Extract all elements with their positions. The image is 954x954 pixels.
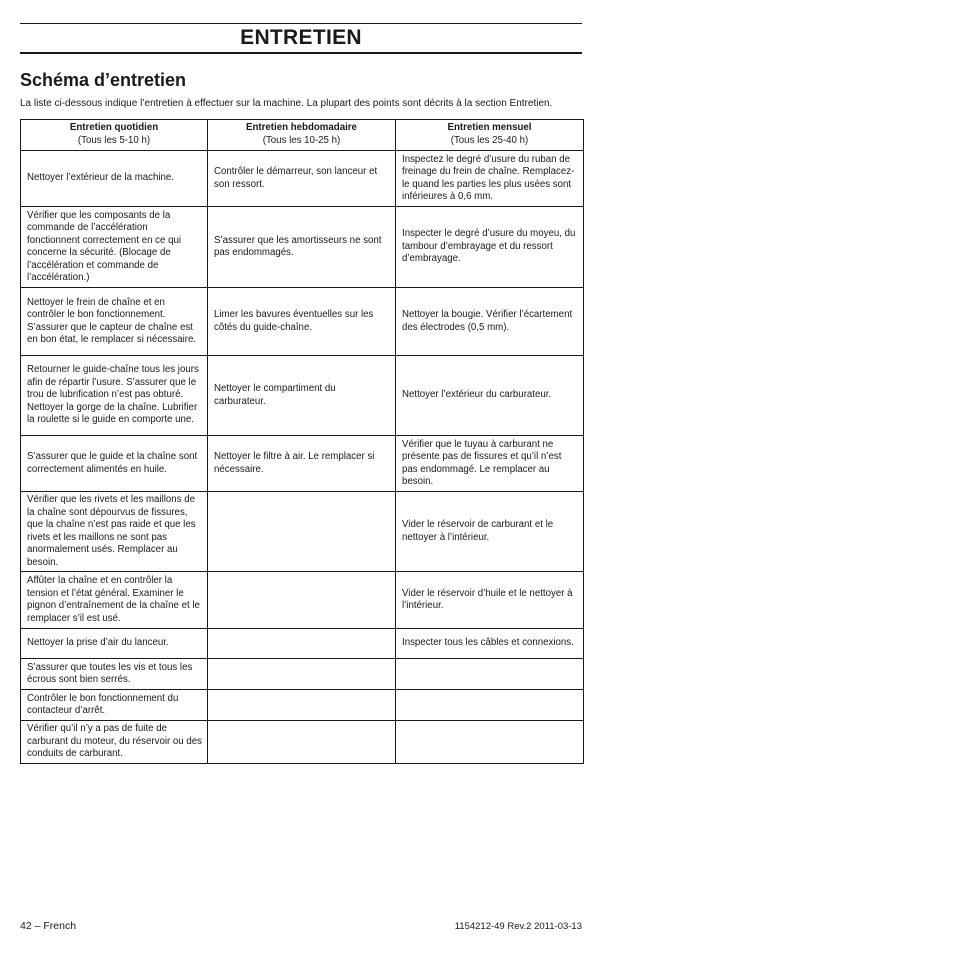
column-title: Entretien hebdomadaire (246, 122, 357, 133)
table-cell-daily: Vérifier que les rivets et les maillons de la chaîne sont dépourvus de fissures, que la chaîne n’est pas raide et que les rivets et les maillons ne sont pas anormalement usés. Remplacer au besoin. (21, 492, 208, 572)
table-cell-daily: Affûter la chaîne et en contrôler la tension et l’état général. Examiner le pignon d’entraînement de la chaîne et le remplacer s’il est usé. (21, 572, 208, 629)
table-cell-monthly: Nettoyer l’extérieur du carburateur. (396, 356, 584, 436)
table-row (21, 207, 584, 288)
table-cell-monthly: Inspectez le degré d’usure du ruban de freinage du frein de chaîne. Remplacez-le quand les parties les plus usées sont inférieures à 0,6 mm. (396, 151, 584, 207)
table-cell-monthly: Inspecter le degré d’usure du moyeu, du tambour d’embrayage et du ressort d’embrayage. (396, 207, 584, 288)
section-header: ENTRETIEN (240, 26, 362, 49)
column-header-weekly (208, 120, 396, 151)
intro-paragraph: La liste ci-dessous indique l’entretien à effectuer sur la machine. La plupart des points sont décrits à la section Entretien. (20, 98, 553, 109)
column-title: Entretien mensuel (447, 122, 532, 133)
header-rule-top (20, 23, 582, 24)
table-cell-daily: S’assurer que le guide et la chaîne sont correctement alimentés en huile. (21, 436, 208, 492)
table-cell-weekly: Nettoyer le filtre à air. Le remplacer si nécessaire. (208, 436, 396, 492)
table-cell-weekly (208, 572, 396, 629)
maintenance-schedule-table (20, 119, 584, 764)
table-cell-monthly (396, 721, 584, 764)
table-cell-daily: Nettoyer l’extérieur de la machine. (21, 151, 208, 207)
table-cell-daily: Contrôler le bon fonctionnement du contacteur d’arrêt. (21, 690, 208, 721)
table-row (21, 356, 584, 436)
table-row (21, 492, 584, 572)
table-cell-weekly (208, 721, 396, 764)
table-cell-daily: Vérifier que les composants de la commande de l’accélération fonctionnent correctement en ce qui concerne la sécurité. (Blocage de l’accélération et commande de l’accélération.) (21, 207, 208, 288)
table-row (21, 288, 584, 356)
table-cell-daily: Vérifier qu’il n’y a pas de fuite de carburant du moteur, du réservoir ou des conduits de carburant. (21, 721, 208, 764)
table-row (21, 690, 584, 721)
table-cell-monthly: Vérifier que le tuyau à carburant ne présente pas de fissures et qu’il n’est pas endommagé. Le remplacer au besoin. (396, 436, 584, 492)
table-cell-weekly (208, 690, 396, 721)
table-row (21, 721, 584, 764)
table-cell-monthly: Vider le réservoir d’huile et le nettoyer à l’intérieur. (396, 572, 584, 629)
table-row (21, 659, 584, 690)
table-cell-monthly (396, 690, 584, 721)
column-interval: (Tous les 5-10 h) (77, 134, 151, 146)
table-cell-daily: Nettoyer le frein de chaîne et en contrôler le bon fonctionnement. S’assurer que le capteur de chaîne est en bon état, le remplacer si nécessaire. (21, 288, 208, 356)
table-cell-daily: Nettoyer la prise d’air du lanceur. (21, 629, 208, 659)
table-row (21, 629, 584, 659)
table-row (21, 151, 584, 207)
table-cell-weekly (208, 629, 396, 659)
table-cell-monthly (396, 659, 584, 690)
column-interval: (Tous les 25-40 h) (450, 134, 529, 146)
table-cell-weekly (208, 659, 396, 690)
table-row (21, 436, 584, 492)
document-reference: 1154212-49 Rev.2 2011-03-13 (454, 921, 582, 932)
table-row (21, 572, 584, 629)
header-rule-bottom (20, 52, 582, 54)
table-cell-weekly (208, 492, 396, 572)
table-cell-daily: S’assurer que toutes les vis et tous les écrous sont bien serrés. (21, 659, 208, 690)
table-cell-monthly: Inspecter tous les câbles et connexions. (396, 629, 584, 659)
table-cell-weekly: Contrôler le démarreur, son lanceur et son ressort. (208, 151, 396, 207)
table-cell-monthly: Nettoyer la bougie. Vérifier l’écartement des électrodes (0,5 mm). (396, 288, 584, 356)
table-cell-daily: Retourner le guide-chaîne tous les jours afin de répartir l’usure. S’assurer que le trou de lubrification n’est pas obturé. Nettoyer la gorge de la chaîne. Lubrifier la roulette si le guide en comporte une. (21, 356, 208, 436)
column-title: Entretien quotidien (69, 122, 159, 133)
table-header-row (21, 120, 584, 151)
table-cell-weekly: Limer les bavures éventuelles sur les côtés du guide-chaîne. (208, 288, 396, 356)
table-cell-weekly: S’assurer que les amortisseurs ne sont pas endommagés. (208, 207, 396, 288)
column-interval: (Tous les 10-25 h) (262, 134, 341, 146)
page-number: 42 – French (20, 920, 77, 932)
page-title: Schéma d’entretien (20, 70, 187, 90)
table-cell-monthly: Vider le réservoir de carburant et le nettoyer à l’intérieur. (396, 492, 584, 572)
column-header-daily (21, 120, 208, 151)
column-header-monthly (396, 120, 584, 151)
table-cell-weekly: Nettoyer le compartiment du carburateur. (208, 356, 396, 436)
